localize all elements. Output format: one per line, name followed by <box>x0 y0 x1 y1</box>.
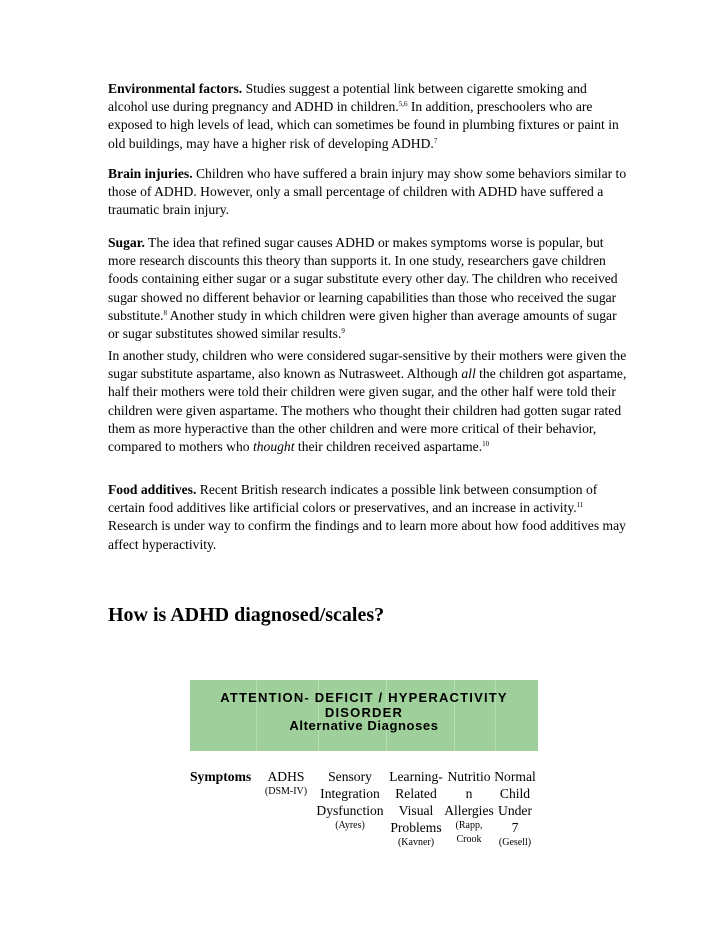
sugar-paragraph <box>108 234 628 343</box>
sensory-line1: Sensory <box>328 769 372 784</box>
reference-7: 7 <box>433 136 438 145</box>
section-heading: How is ADHD diagnosed/scales? <box>108 604 385 626</box>
aspartame-paragraph <box>108 347 628 456</box>
adhs-label: ADHS <box>267 769 305 784</box>
adhs-source: (DSM-IV) <box>264 786 308 797</box>
aspartame-text-1: In another study, children who were considered sugar-sensitive by their mothers were given the sugar substitute aspartame, also known as Nutrasweet. Although <box>108 348 627 382</box>
sensory-source: (Ayres) <box>335 820 365 831</box>
food-text-2: Research is under way to confirm the findings and to learn more about how food additives may affect hyperactivity. <box>108 518 626 552</box>
learning-line3: Visual <box>398 803 434 818</box>
nutrition-line1: Nutritio <box>447 769 491 784</box>
reference-8: 8 <box>163 308 168 317</box>
learning-column <box>384 768 448 850</box>
normal-line1: Normal <box>494 769 536 784</box>
adhd-banner <box>190 680 538 751</box>
nutrition-source1: (Rapp, <box>455 820 483 831</box>
learning-line2: Related <box>395 786 437 801</box>
reference-5-6: 5,6 <box>398 100 408 109</box>
normal-line4: 7 <box>511 820 519 835</box>
brain-text: Children who have suffered a brain injury may show some behaviors similar to those of ADHD. However, only a small percentage of children with ADHD have suffered a traumatic brain injury. <box>108 166 627 218</box>
environmental-text-2: In addition, preschoolers who are exposed to high levels of lead, which can sometimes be found in plumbing fixtures or paint in old buildings, may have a higher risk of developing ADHD. <box>108 99 619 151</box>
reference-11: 11 <box>576 501 584 510</box>
environmental-text-1: Studies suggest a potential link between cigarette smoking and alcohol use during pregnancy and ADHD in children. <box>108 81 587 115</box>
nutrition-source2: Crook <box>456 834 482 845</box>
aspartame-text-2: the children got aspartame, half their mothers were told their children were given sugar, and the other half were told their children were given aspartame. The mothers who thought their children had gotten sugar rated them as more hyperactive than the other children and were more critical of their behavior, compared to mothers who <box>108 366 627 455</box>
sensory-column <box>314 768 386 833</box>
learning-source: (Kavner) <box>397 837 435 848</box>
nutrition-line3: Allergies <box>444 803 494 818</box>
food-text-1: Recent British research indicates a possible link between consumption of certain food additives like artificial colors or preservatives, and an increase in activity. <box>108 482 598 516</box>
banner-title-line1: ATTENTION- DEFICIT / HYPERACTIVITY <box>220 690 508 705</box>
banner-title <box>190 690 538 720</box>
normal-child-column <box>493 768 537 850</box>
normal-line2: Child <box>499 786 531 801</box>
nutrition-column <box>441 768 497 847</box>
sugar-text-1: The idea that refined sugar causes ADHD or makes symptoms worse is popular, but more research discounts this theory than supports it. In one study, researchers gave children foods containing either sugar or a sugar substitute every other day. The children who received sugar showed no different behavior or learning capabilities than those who received the sugar substitute. <box>108 235 618 323</box>
environmental-factors-paragraph <box>108 80 628 153</box>
symptoms-column-label: Symptoms <box>190 769 252 784</box>
learning-line1: Learning- <box>389 769 443 784</box>
normal-source: (Gesell) <box>498 837 532 848</box>
sensory-line3: Dysfunction <box>316 803 384 818</box>
adhs-column <box>256 768 316 799</box>
banner-title-line2: DISORDER <box>324 705 404 720</box>
normal-line3: Under <box>498 803 532 818</box>
reference-10: 10 <box>482 440 490 449</box>
nutrition-line2: n <box>465 786 473 801</box>
learning-line4: Problems <box>390 820 442 835</box>
aspartame-emphasis-all: all <box>461 366 476 382</box>
reference-9: 9 <box>341 327 345 336</box>
environmental-heading: Environmental factors. <box>108 81 243 96</box>
sensory-line2: Integration <box>320 786 380 801</box>
aspartame-text-3: their children received aspartame. <box>294 439 483 455</box>
food-additives-paragraph <box>108 481 628 554</box>
brain-heading: Brain injuries. <box>108 166 193 181</box>
sugar-text-2: Another study in which children were given higher than average amounts of sugar or sugar substitutes showed similar results. <box>108 307 617 342</box>
food-heading: Food additives. <box>108 482 197 497</box>
brain-injuries-paragraph <box>108 165 628 220</box>
banner-subtitle: Alternative Diagnoses <box>289 718 439 733</box>
sugar-heading: Sugar. <box>108 235 145 250</box>
aspartame-emphasis-thought: thought <box>252 439 295 455</box>
